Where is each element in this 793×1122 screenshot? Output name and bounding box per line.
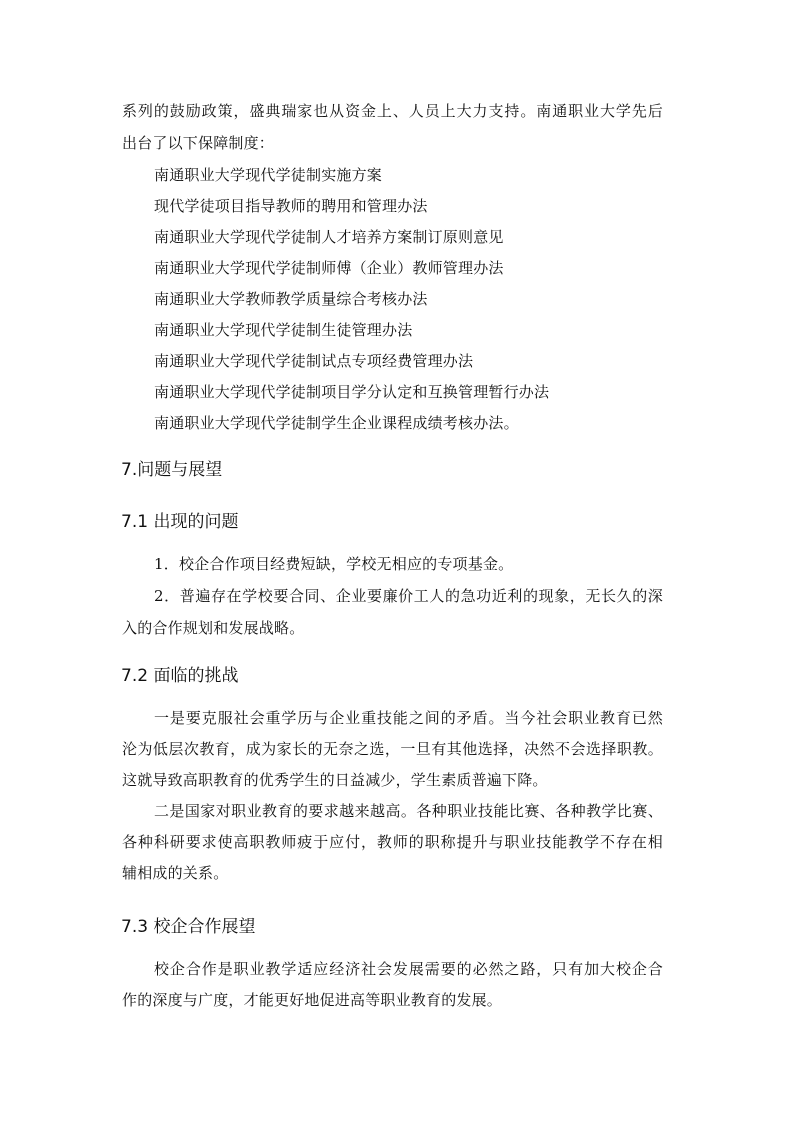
section-7-3-heading: 7.3 校企合作展望 bbox=[121, 917, 256, 937]
challenge-p1-line-2: 沦为低层次教育，成为家长的无奈之选，一旦有其他选择，决然不会选择职教。 bbox=[122, 740, 663, 758]
policy-item: 南通职业大学现代学徒制生徒管理办法 bbox=[154, 321, 413, 339]
problem-item-2-line-2: 入的合作规划和发展战略。 bbox=[122, 619, 305, 637]
challenge-p1-line-1: 一是要克服社会重学历与企业重技能之间的矛盾。当今社会职业教育已然 bbox=[154, 709, 663, 727]
intro-line-1: 系列的鼓励政策，盛典瑞家也从资金上、人员上大力支持。南通职业大学先后 bbox=[122, 102, 663, 120]
challenge-p2-line-2: 各种科研要求使高职教师疲于应付，教师的职称提升与职业技能教学不存在相 bbox=[122, 833, 663, 851]
outlook-line-1: 校企合作是职业教学适应经济社会发展需要的必然之路，只有加大校企合 bbox=[154, 960, 663, 978]
policy-item: 南通职业大学现代学徒制师傅（企业）教师管理办法 bbox=[154, 259, 504, 277]
policy-item: 南通职业大学现代学徒制人才培养方案制订原则意见 bbox=[154, 228, 504, 246]
problem-item-2-line-1: 2．普遍存在学校要合同、企业要廉价工人的急功近利的现象，无长久的深 bbox=[154, 587, 663, 605]
section-7-2-heading: 7.2 面临的挑战 bbox=[121, 666, 239, 686]
challenge-p2-line-1: 二是国家对职业教育的要求越来越高。各种职业技能比赛、各种教学比赛、 bbox=[154, 802, 663, 820]
intro-line-2: 出台了以下保障制度： bbox=[122, 134, 275, 152]
challenge-p2-line-3: 辅相成的关系。 bbox=[122, 864, 229, 882]
policy-item: 现代学徒项目指导教师的聘用和管理办法 bbox=[154, 197, 428, 215]
section-7-heading: 7.问题与展望 bbox=[121, 460, 223, 480]
policy-item: 南通职业大学现代学徒制实施方案 bbox=[154, 166, 383, 184]
policy-item: 南通职业大学现代学徒制学生企业课程成绩考核办法。 bbox=[154, 414, 519, 432]
outlook-line-2: 作的深度与广度，才能更好地促进高等职业教育的发展。 bbox=[122, 991, 503, 1009]
problem-item-1: 1．校企合作项目经费短缺，学校无相应的专项基金。 bbox=[154, 555, 514, 573]
policy-item: 南通职业大学现代学徒制试点专项经费管理办法 bbox=[154, 352, 474, 370]
policy-item: 南通职业大学现代学徒制项目学分认定和互换管理暂行办法 bbox=[154, 383, 550, 401]
section-7-1-heading: 7.1 出现的问题 bbox=[121, 512, 239, 532]
challenge-p1-line-3: 这就导致高职教育的优秀学生的日益减少，学生素质普遍下降。 bbox=[122, 771, 548, 789]
policy-item: 南通职业大学教师教学质量综合考核办法 bbox=[154, 290, 428, 308]
